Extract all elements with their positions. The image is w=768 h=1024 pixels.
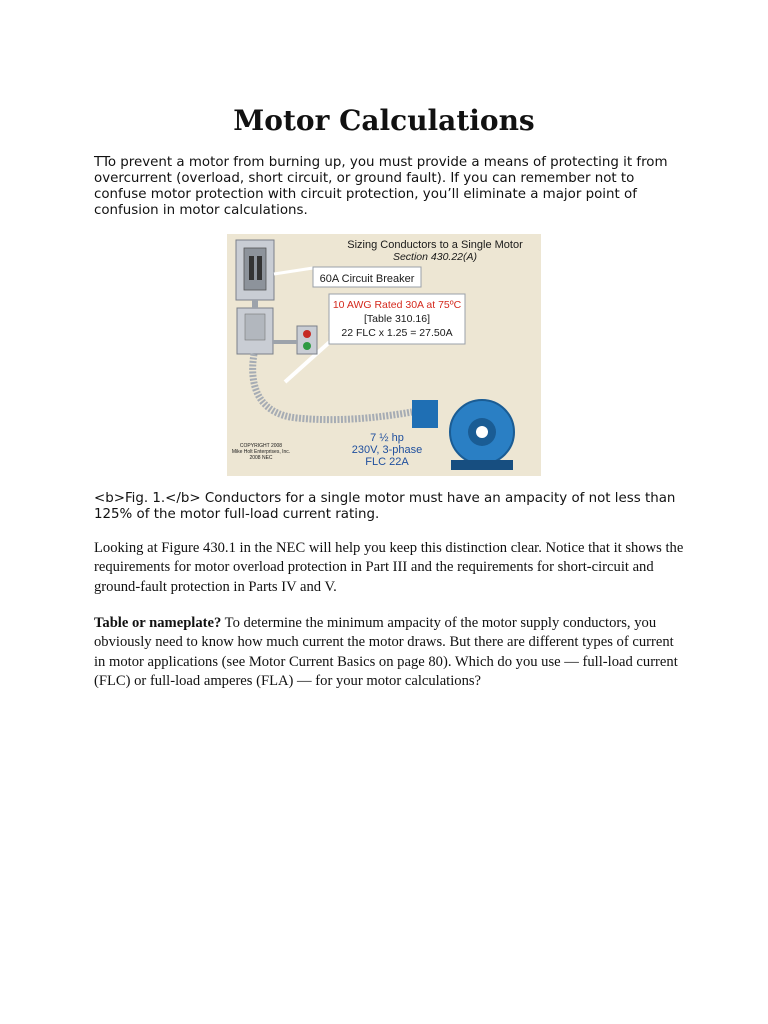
- breaker-handle-left: [249, 256, 254, 280]
- motor-flc: FLC 22A: [365, 456, 409, 468]
- start-button-icon: [303, 342, 311, 350]
- intro-paragraph: TTo prevent a motor from burning up, you must provide a means of protecting it from overcurrent (overload, short circuit, or ground fault). If you can remember not to confuse motor protection with circuit protection, you’ll eliminate a major point of confusion in motor calculations.: [94, 155, 668, 218]
- motor-shaft-icon: [476, 426, 488, 438]
- motor-base: [451, 460, 513, 470]
- conductor-line-2: [Table 310.16]: [364, 313, 430, 325]
- disconnect-face: [245, 314, 265, 340]
- motor-hp: 7 ½ hp: [370, 432, 404, 444]
- paragraph-table-or-nameplate: [94, 614, 684, 691]
- figure-section: Section 430.22(A): [392, 251, 478, 263]
- paragraph-body: To determine the minimum ampacity of the motor supply conductors, you obviously need to know how much current the motor draws. But there are different types of current in motor applications (see Motor Current Basics on page 80). Which do you use — full-load current (FLC) or full-load amperes (FLA) — for your motor calculations?: [94, 615, 678, 689]
- breaker-switch: [244, 248, 266, 290]
- motor-voltage: 230V, 3-phase: [351, 444, 423, 456]
- breaker-handle-right: [257, 256, 262, 280]
- page-title: Motor Calculations: [233, 104, 535, 137]
- copyright-line-2: Mike Holt Enterprises, Inc.: [231, 449, 291, 455]
- conductor-line-1: 10 AWG Rated 30A at 75ºC: [332, 299, 462, 311]
- conduit-upper: [252, 300, 258, 308]
- figure-heading: Sizing Conductors to a Single Motor: [347, 239, 523, 251]
- stop-button-icon: [303, 330, 311, 338]
- conductor-line-3: 22 FLC x 1.25 = 27.50A: [341, 327, 453, 339]
- breaker-label: 60A Circuit Breaker: [319, 273, 415, 285]
- figure-caption: <b>Fig. 1.</b> Conductors for a single motor must have an ampacity of not less than 125% of the motor full-load current rating.: [94, 491, 676, 522]
- figure-sizing-conductors: [227, 234, 541, 476]
- figure-illustration: [227, 234, 541, 476]
- paragraph-lead: Table or nameplate?: [94, 615, 222, 631]
- paragraph-figure-430: Looking at Figure 430.1 in the NEC will help you keep this distinction clear. Notice that it shows the requirements for motor overload protection in Part III and the requirements for short-circuit and ground-fault protection in Parts IV and V.: [94, 540, 684, 595]
- copyright-line-1: COPYRIGHT 2008: [239, 443, 283, 449]
- motor-junction-box: [412, 400, 438, 428]
- copyright-line-3: 2008 NEC: [249, 455, 273, 461]
